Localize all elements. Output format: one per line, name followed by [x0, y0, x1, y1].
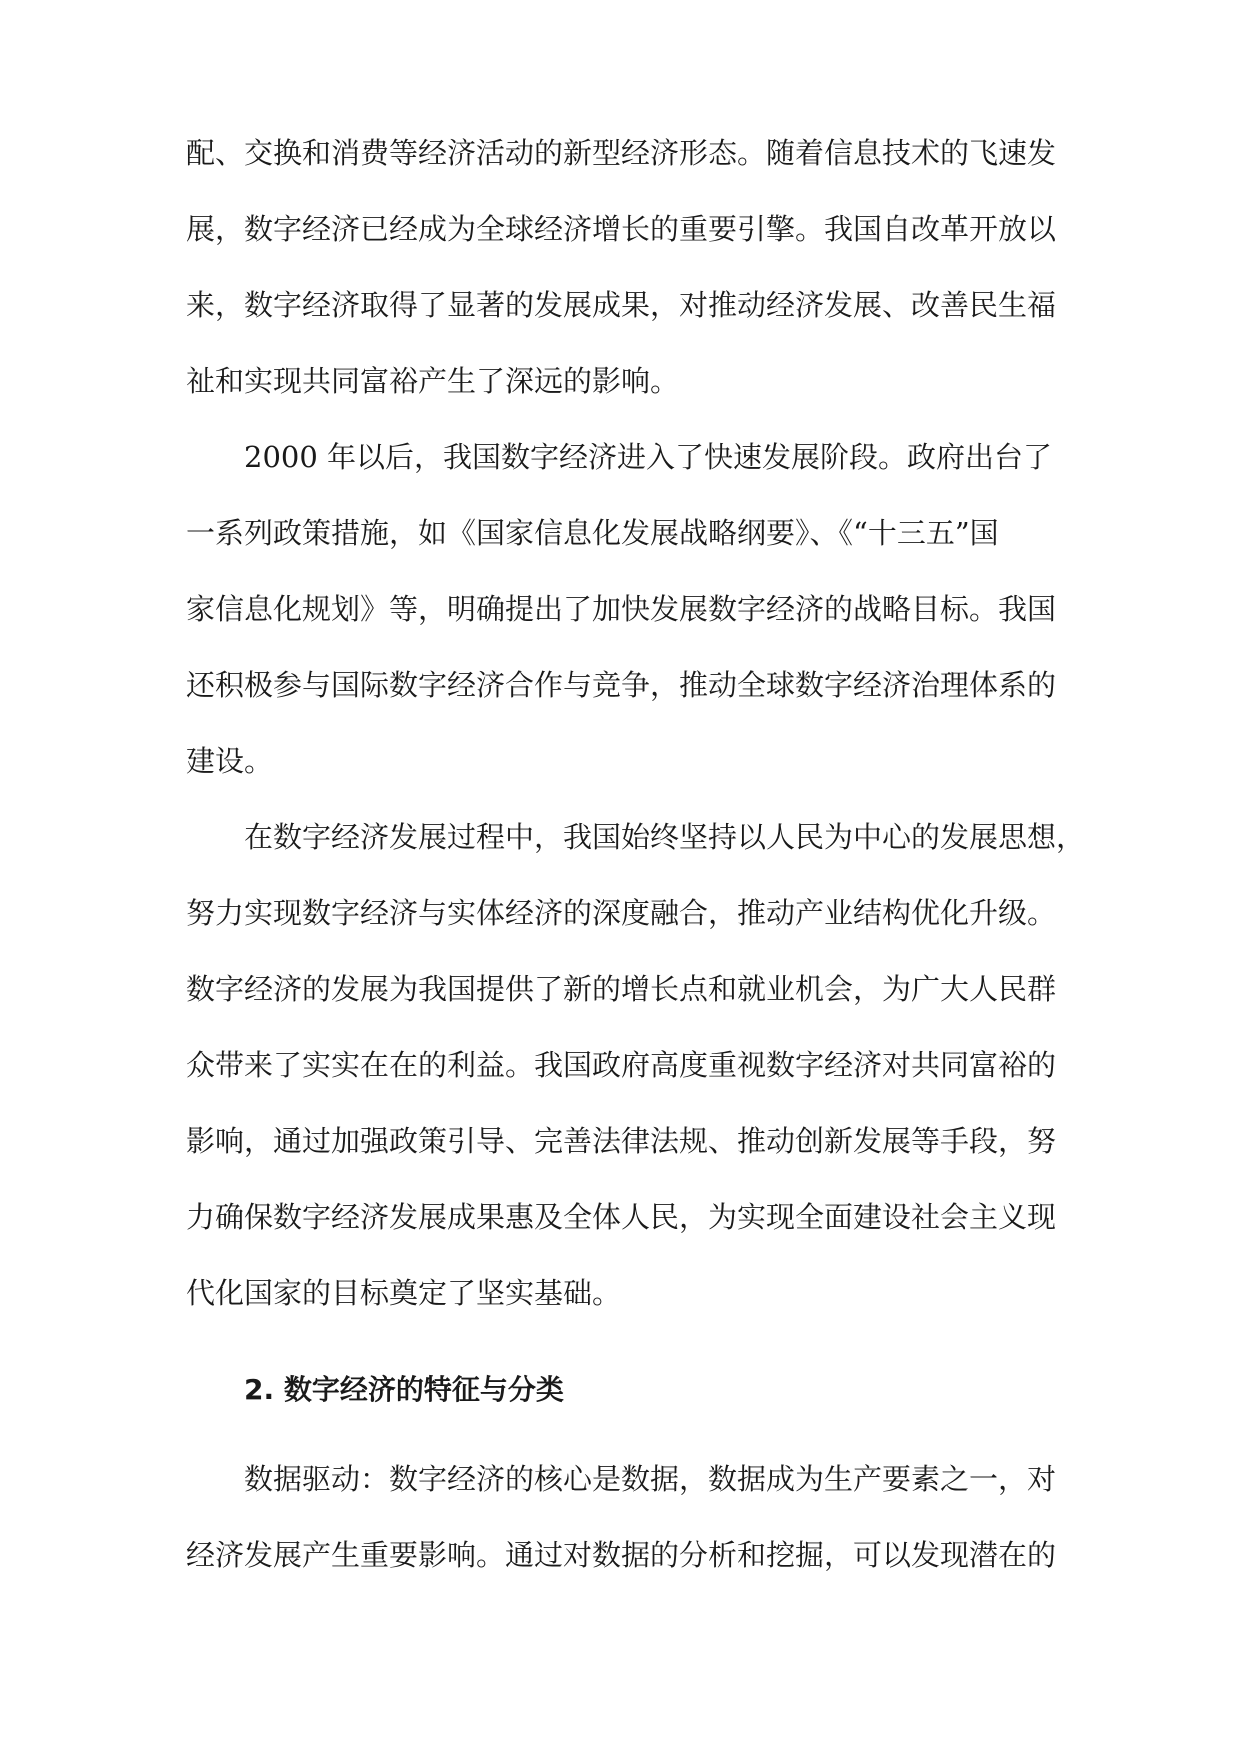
paragraph-line [0, 741, 1241, 781]
paragraph-line [0, 133, 1241, 173]
paragraph-line [0, 1459, 1241, 1499]
line-text: 经济发展产生重要影响。通过对数据的分析和挖掘，可以发现潜在的 [186, 1538, 1057, 1572]
line-text: 数据驱动：数字经济的核心是数据，数据成为生产要素之一，对 [244, 1462, 1057, 1496]
paragraph-line [0, 589, 1241, 629]
line-text: 在数字经济发展过程中，我国始终坚持以人民为中心的发展思想， [244, 820, 1086, 854]
paragraph-line [0, 361, 1241, 401]
line-text: 数字经济的发展为我国提供了新的增长点和就业机会，为广大人民群 [186, 972, 1057, 1006]
paragraph-line [0, 513, 1241, 553]
line-text: 力确保数字经济发展成果惠及全体人民，为实现全面建设社会主义现 [186, 1200, 1057, 1234]
paragraph-line [0, 209, 1241, 249]
line-text: 努力实现数字经济与实体经济的深度融合，推动产业结构优化升级。 [186, 896, 1057, 930]
line-text: 代化国家的目标奠定了坚实基础。 [186, 1276, 622, 1310]
paragraph-line [0, 1045, 1241, 1085]
line-text: 建设。 [186, 744, 274, 778]
line-text: 2000 年以后，我国数字经济进入了快速发展阶段。政府出台了 [244, 440, 1053, 474]
section-heading [0, 1370, 1241, 1410]
line-text: 影响，通过加强政策引导、完善法律法规、推动创新发展等手段，努 [186, 1124, 1057, 1158]
paragraph-line [0, 969, 1241, 1009]
paragraph-line [0, 665, 1241, 705]
line-text: 配、交换和消费等经济活动的新型经济形态。随着信息技术的飞速发 [186, 136, 1057, 170]
line-text: 众带来了实实在在的利益。我国政府高度重视数字经济对共同富裕的 [186, 1048, 1057, 1082]
paragraph-line [0, 437, 1241, 477]
section-heading-text: 2. 数字经济的特征与分类 [244, 1373, 564, 1406]
line-text: 还积极参与国际数字经济合作与竞争，推动全球数字经济治理体系的 [186, 668, 1057, 702]
paragraph-line [0, 1197, 1241, 1237]
paragraph-line [0, 1273, 1241, 1313]
line-text: 来，数字经济取得了显著的发展成果，对推动经济发展、改善民生福 [186, 288, 1057, 322]
line-text: 一系列政策措施，如《国家信息化发展战略纲要》、《“十三五”国 [186, 516, 999, 550]
paragraph-line [0, 1121, 1241, 1161]
line-text: 祉和实现共同富裕产生了深远的影响。 [186, 364, 680, 398]
line-text: 展，数字经济已经成为全球经济增长的重要引擎。我国自改革开放以 [186, 212, 1057, 246]
line-text: 家信息化规划》等，明确提出了加快发展数字经济的战略目标。我国 [186, 592, 1057, 626]
paragraph-line [0, 893, 1241, 933]
paragraph-line [0, 817, 1241, 857]
paragraph-line [0, 285, 1241, 325]
paragraph-line [0, 1535, 1241, 1575]
